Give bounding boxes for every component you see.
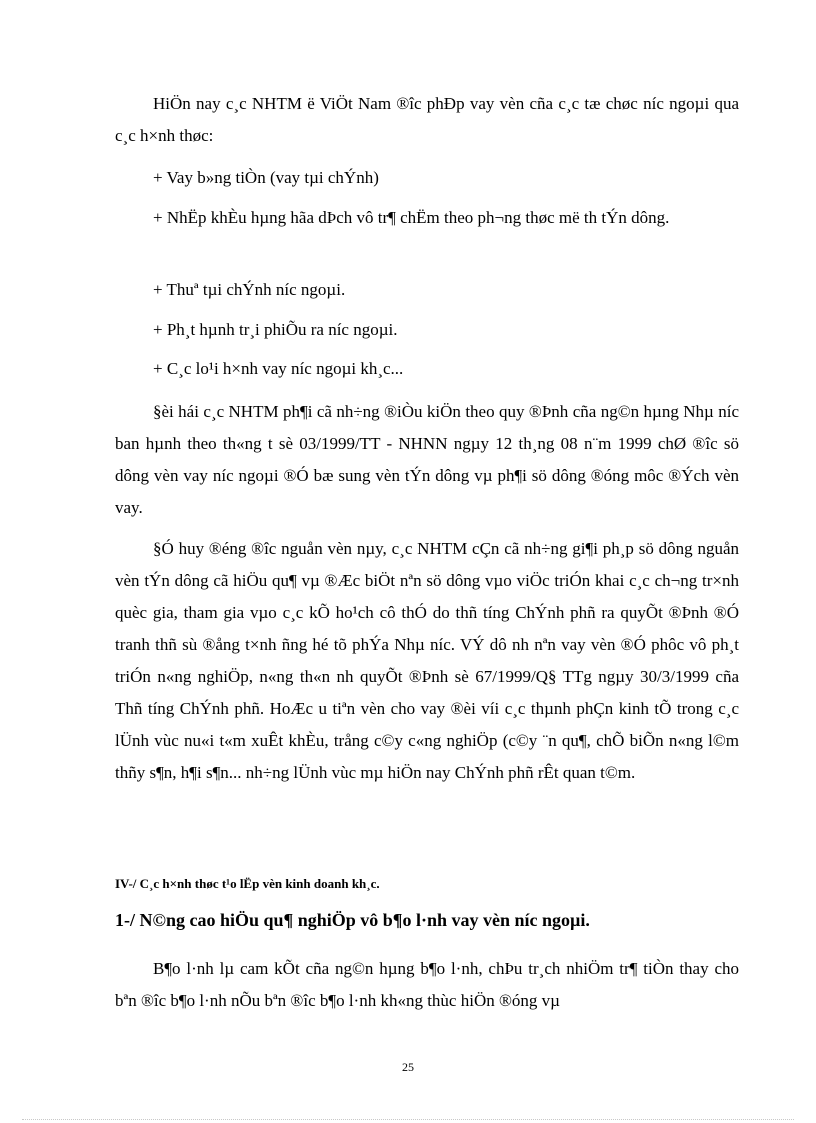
page-bottom-divider <box>22 1119 794 1120</box>
list-item-import-deferred: + NhËp khÈu hµng hãa dÞch vô tr¶ chËm theo ph¬ng thøc më th tÝn dông. <box>153 208 670 227</box>
section-heading: IV-/ C¸c h×nh thøc t¹o lËp vèn kinh doanh kh¸c. <box>115 876 380 891</box>
list-item-finance-lease: + Thuª tµi chÝnh níc ngoµi. <box>153 280 346 299</box>
subsection-heading: 1-/ N©ng cao hiÖu qu¶ nghiÖp vô b¶o l·nh vay vèn níc ngoµi. <box>115 910 590 930</box>
list-item-other-loans: + C¸c lo¹i h×nh vay níc ngoµi kh¸c... <box>153 359 404 378</box>
paragraph-mobilization: §Ó huy ®éng ®îc nguån vèn nµy, c¸c NHTM cÇn cã nh÷ng gi¶i ph¸p sö dông nguån vèn tÝn dông cã hiÖu qu¶ vµ ®Æc biÖt nªn sö dông vµo viÖc triÓn khai c¸c ch¬ng tr×nh quèc gia, tham gia vµo c¸c kÕ ho¹ch cô thÓ do thñ tíng ChÝnh phñ ra quyÕt ®Þnh ®Ó tranh thñ sù ®ång t×nh ñng hé tõ phÝa Nhµ níc. VÝ dô nh nªn vay vèn ®Ó phôc vô ph¸t triÓn n«ng nghiÖp, n«ng th«n nh quyÕt ®Þnh sè 67/1999/Q§ TTg ngµy 30/3/1999 cña Thñ tíng ChÝnh phñ. HoÆc u tiªn vèn cho vay ®èi víi c¸c thµnh phÇn kinh tÕ trong c¸c lÜnh vùc nu«i t«m xuÊt khÈu, trång c©y c«ng nghiÖp (c©y ¨n qu¶, chÕ biÕn n«ng l©m thñy s¶n, h¶i s¶n... nh÷ng lÜnh vùc mµ hiÖn nay ChÝnh phñ rÊt quan t©m. <box>115 539 739 782</box>
page-number: 25 <box>402 1060 414 1074</box>
paragraph-guarantee: B¶o l·nh lµ cam kÕt cña ng©n hµng b¶o l·nh, chÞu tr¸ch nhiÖm tr¶ tiÒn thay cho bªn ®îc b¶o l·nh nÕu bªn ®îc b¶o l·nh kh«ng thùc hiÖn ®óng vµ <box>115 959 739 1010</box>
paragraph-intro: HiÖn nay c¸c NHTM ë ViÖt Nam ®îc phÐp vay vèn cña c¸c tæ chøc níc ngoµi qua c¸c h×nh thøc: <box>115 94 739 145</box>
list-item-bond-issue: + Ph¸t hµnh tr¸i phiÕu ra níc ngoµi. <box>153 320 398 339</box>
list-item-borrow-money: + Vay b»ng tiÒn (vay tµi chÝnh) <box>153 168 379 187</box>
paragraph-requirements: §èi hái c¸c NHTM ph¶i cã nh÷ng ®iÒu kiÖn theo quy ®Þnh cña ng©n hµng Nhµ níc ban hµnh theo th«ng t sè 03/1999/TT - NHNN ngµy 12 th¸ng 08 n¨m 1999 chØ ®îc sö dông vèn vay níc ngoµi ®Ó bæ sung vèn tÝn dông vµ ph¶i sö dông ®óng môc ®Ých vèn vay. <box>115 402 739 517</box>
